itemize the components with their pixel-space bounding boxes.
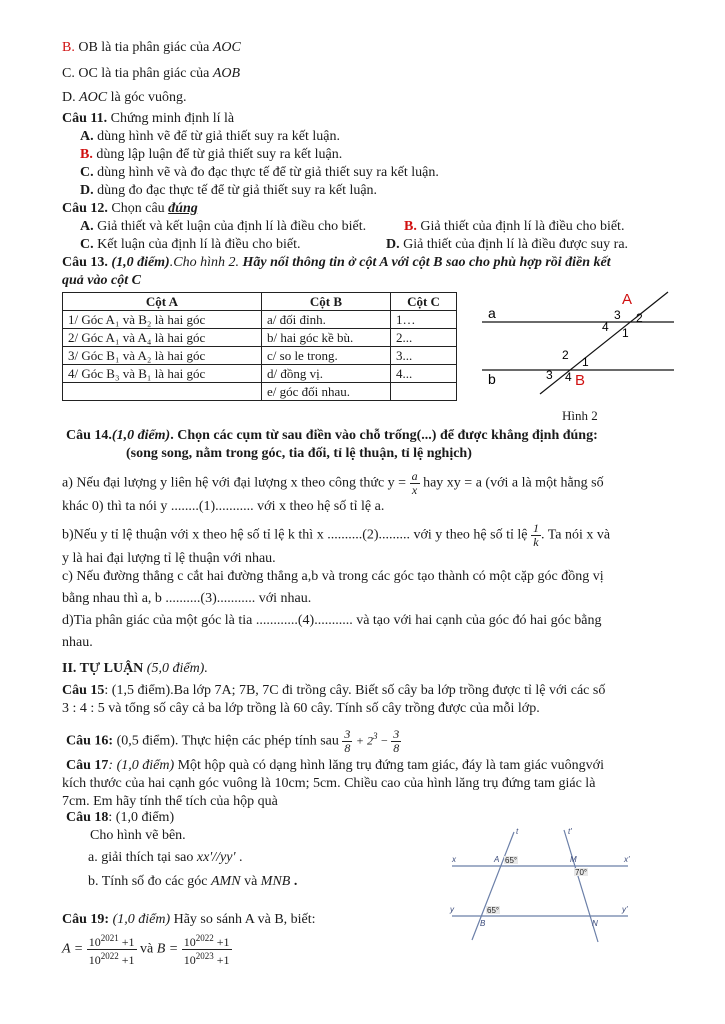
angle-label-B3: 3: [546, 368, 553, 382]
fraction-3-over-8-second: $\frac{3}{8}$: [393, 726, 400, 755]
line-t: [472, 832, 514, 940]
angle-label-B4: 4: [565, 370, 572, 384]
q12-option-a: A. Giả thiết và kết luận của định lí là điều cho biết.: [80, 219, 367, 234]
q15-line1: Câu 15: (1,5 điểm).Ba lớp 7A; 7B, 7C đi trồng cây. Biết số cây ba lớp trồng được tỉ lệ với các số: [62, 683, 606, 698]
fraction-B: $\frac{10^{2022} +1}{10^{2023} +1}$: [183, 933, 230, 967]
q11-stem: Câu 11. Chứng minh định lí là: [62, 111, 235, 126]
q14-word-bank: (song song, nằm trong góc, tia đối, tỉ lệ thuận, tỉ lệ nghịch): [126, 446, 472, 461]
table-row: 3/ Góc B₁ và A₂ là hai góc c/ so le trong. 3...: [63, 347, 457, 365]
label-t: t: [516, 827, 519, 836]
label-A: A: [494, 855, 500, 864]
q14-part-a-line1: a) Nếu đại lượng y liên hệ với đại lượng x theo công thức y = $\frac{a}{x}$ hay xy = a (với a là một hằng số: [62, 469, 604, 497]
col-a-header: Cột A: [63, 293, 262, 311]
label-y: y: [450, 905, 454, 914]
part2-heading: II. TỰ LUẬN (5,0 điểm).: [62, 661, 208, 676]
q11-option-d: D. dùng đo đạc thực tế để từ giả thiết suy ra kết luận.: [80, 183, 378, 198]
angle-label-A4: 4: [602, 320, 609, 334]
q14-stem: Câu 14.(1,0 điểm). Chọn các cụm từ sau điền vào chỗ trống(...) để được khẳng định đúng:: [66, 428, 598, 443]
label-t-prime: t': [568, 827, 572, 836]
fraction-1-over-k: $\frac{1}{k}$: [532, 521, 539, 549]
q10-option-d: D. AOC là góc vuông.: [62, 90, 187, 105]
fraction-a-over-x: $\frac{a}{x}$: [411, 469, 418, 497]
table-row: 1/ Góc A₁ và B₂ là hai góc a/ đối đỉnh. 1…: [63, 311, 457, 329]
label-A: A: [622, 291, 633, 308]
q11-option-a: A. dùng hình vẽ để từ giả thiết suy ra kết luận.: [80, 129, 340, 144]
q12-option-d: D. Giả thiết của định lí là điều được suy ra.: [386, 237, 629, 252]
col-b-header: Cột B: [262, 293, 391, 311]
q11-option-c: C. dùng hình vẽ và đo đạc thực tế để từ giả thiết suy ra kết luận.: [80, 165, 439, 180]
angle-label-B2: 2: [562, 348, 569, 362]
q10-option-b: B. OB là tia phân giác của AOC: [62, 40, 241, 55]
label-b: b: [488, 371, 496, 387]
q19-expressions: A = $\frac{10^{2021} +1}{10^{2022} +1}$ và B = $\frac{10^{2022} +1}{10^{2023} +1}$: [62, 933, 230, 967]
q16: Câu 16: (0,5 điểm). Thực hiện các phép tính sau $\frac{3}{8}$ + $2^3$ − $\frac{3}{8}$: [66, 726, 400, 755]
q14-part-b-line1: b)Nếu y tỉ lệ thuận với x theo hệ số tỉ lệ k thì x ..........(2)......... với y theo hệ số tỉ lệ $\frac{1}{k}$ . Ta nói x và: [62, 521, 611, 549]
transversal-line: [540, 292, 668, 394]
q13-matching-table: [62, 292, 457, 401]
table-header-row: [63, 293, 457, 311]
label-a: a: [488, 305, 496, 321]
angle-label-65-bottom: 65°: [487, 906, 500, 915]
q18-figure: [446, 822, 642, 948]
q14-part-a-line2: khác 0) thì ta nói y ........(1)........... với x theo hệ số tỉ lệ a.: [62, 499, 385, 514]
q14-part-d-line2: nhau.: [62, 635, 93, 650]
table-row: 2/ Góc A₁ và A₄ là hai góc b/ hai góc kề bù. 2...: [63, 329, 457, 347]
q13-instruction: quả vào cột C: [62, 273, 141, 288]
label-y-prime: y': [622, 905, 628, 914]
q15-line2: 3 : 4 : 5 và tổng số cây cả ba lớp trồng là 60 cây. Tính số cây trồng được của mỗi lớp.: [62, 701, 540, 716]
figure-2-caption: Hình 2: [562, 408, 598, 423]
label-N: N: [592, 919, 598, 928]
label-x: x: [452, 855, 456, 864]
angle-label-A1: 1: [622, 326, 629, 340]
q14-part-d-line1: d)Tia phân giác của một góc là tia ............(4)........... và tạo với hai cạnh của góc đó hai góc bằng: [62, 613, 602, 628]
label-B: B: [575, 372, 586, 389]
angle-label-A3: 3: [614, 308, 621, 322]
q18-part-a: a. giải thích tại sao xx'//yy' .: [88, 850, 243, 865]
q19-stem: Câu 19: (1,0 điểm) Hãy so sánh A và B, biết:: [62, 912, 316, 927]
label-x-prime: x': [624, 855, 630, 864]
table-row: 4/ Góc B₃ và B₁ là hai góc d/ đồng vị. 4...: [63, 365, 457, 383]
figure-2-diagram: [478, 286, 678, 398]
fraction-A: $\frac{10^{2021} +1}{10^{2022} +1}$: [88, 933, 135, 967]
q18-intro: Cho hình vẽ bên.: [90, 828, 186, 843]
angle-label-A2: 2: [636, 311, 643, 325]
q12-option-b: B. Giả thiết của định lí là điều cho biết.: [404, 219, 625, 234]
q14-part-c-line1: c) Nếu đường thẳng c cắt hai đường thẳng a,b và trong các góc tạo thành có một cặp góc đồng vị: [62, 569, 604, 584]
q11-option-b: B. dùng lập luận để từ giả thiết suy ra kết luận.: [80, 147, 343, 162]
q18-part-b: b. Tính số đo các góc AMN và MNB .: [88, 874, 298, 889]
q17-line3: 7cm. Em hãy tính thể tích của hộp quà: [62, 794, 278, 809]
fraction-3-over-8: $\frac{3}{8}$: [344, 726, 351, 755]
q17-line1: Câu 17: (1,0 điểm) Một hộp quà có dạng hình lăng trụ đứng tam giác, đáy là tam giác vuôngvới: [66, 758, 604, 773]
col-c-header: Cột C: [391, 293, 457, 311]
q12-stem: Câu 12. Chọn câu đúng: [62, 201, 198, 216]
label-B: B: [480, 919, 486, 928]
q14-part-c-line2: bằng nhau thì a, b ..........(3)........... với nhau.: [62, 591, 312, 606]
q18-stem: Câu 18: (1,0 điểm): [66, 810, 175, 825]
angle-label-70: 70°: [575, 868, 588, 877]
q17-line2: kích thước của hai cạnh góc vuông là 10cm; 5cm. Chiều cao của hình lăng trụ đứng tam giác là: [62, 776, 596, 791]
q10-option-c: C. OC là tia phân giác của AOB: [62, 66, 241, 81]
angle-label-65-top: 65°: [505, 856, 518, 865]
table-row: e/ góc đối nhau.: [63, 383, 457, 401]
angle-label-B1: 1: [582, 355, 589, 369]
q13-stem: Câu 13. (1,0 điểm).Cho hình 2. Hãy nối thông tin ở cột A với cột B sao cho phù hợp rồi điền kết: [62, 255, 611, 270]
q12-option-c: C. Kết luận của định lí là điều cho biết.: [80, 237, 301, 252]
label-M: M: [570, 855, 577, 864]
q14-part-b-line2: y là hai đại lượng tỉ lệ thuận với nhau.: [62, 551, 276, 566]
